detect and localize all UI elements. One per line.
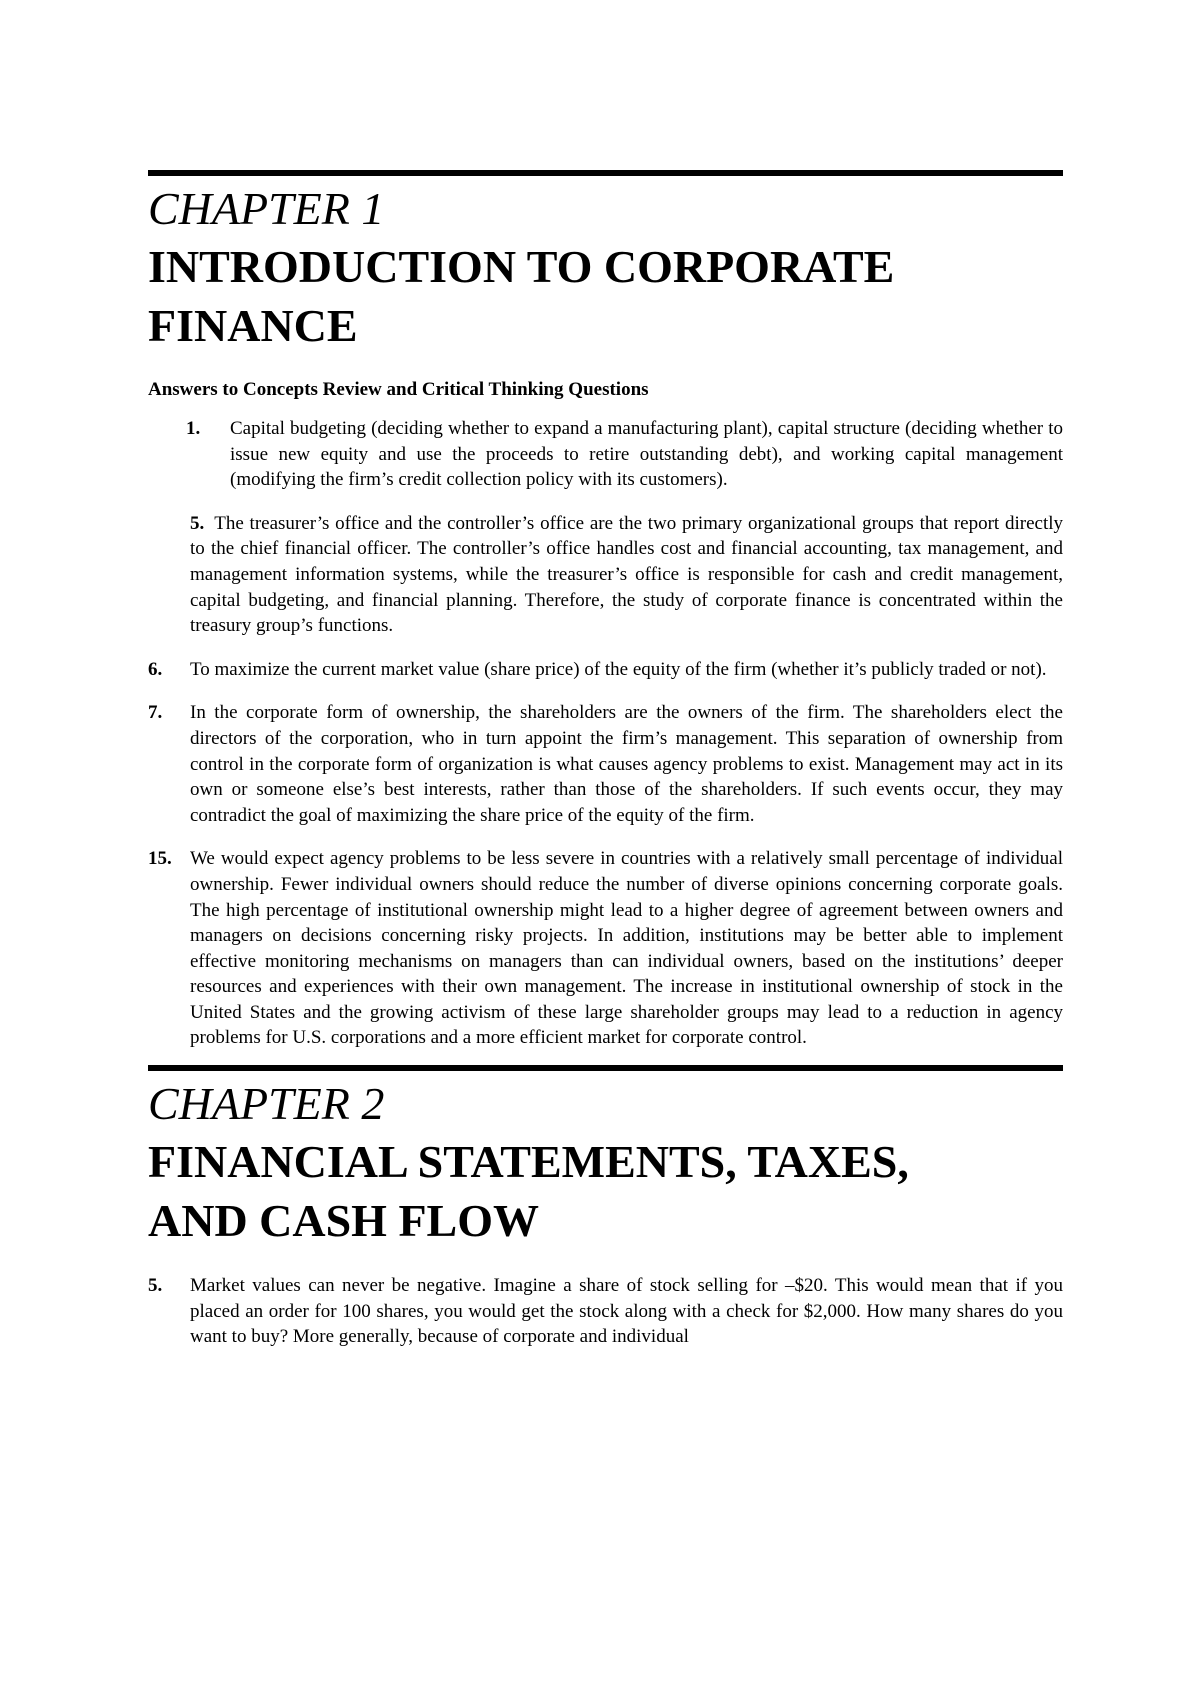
answer-1 xyxy=(148,416,1063,493)
answer-7 xyxy=(148,700,1063,828)
answer-6 xyxy=(148,657,1063,683)
chapter-2-title-line-1: FINANCIAL STATEMENTS, TAXES, xyxy=(148,1136,909,1188)
answer-15 xyxy=(148,846,1063,1051)
answer-5-text: The treasurer’s office and the controller’s office are the two primary organizational groups that report directly to the chief financial officer. The controller’s office handles cost and financial accounting, tax management, and management information systems, while the treasurer’s office is responsible for cash and credit management, capital budgeting, and financial planning. Therefore, the study of corporate finance is concentrated within the treasury group’s functions. xyxy=(190,512,1063,637)
answer-15-number: 15. xyxy=(148,848,172,870)
section-heading: Answers to Concepts Review and Critical Thinking Questions xyxy=(148,379,649,400)
chapter-2-answer-5 xyxy=(148,1273,1063,1350)
answer-6-text: To maximize the current market value (share price) of the equity of the firm (whether it’s publicly traded or not). xyxy=(190,658,1047,680)
chapter-1-title-line-2: FINANCE xyxy=(148,300,358,351)
chapter-1-rule xyxy=(148,170,1063,176)
answer-7-text: In the corporate form of ownership, the shareholders are the owners of the firm. The shareholders elect the directors of the corporation, who in turn appoint the firm’s management. This separation of ownership from control in the corporate form of organization is what causes agency problems to exist. Management may act in its own or someone else’s best interests, rather than those of the shareholders. If such events occur, they may contradict the goal of maximizing the share price of the equity of the firm. xyxy=(190,702,1063,826)
answer-15-text: We would expect agency problems to be less severe in countries with a relatively small percentage of individual ownership. Fewer individual owners should reduce the number of diverse opinions concerning corporate goals. The high percentage of institutional ownership might lead to a higher degree of agreement between owners and managers on decisions concerning risky projects. In addition, institutions may be better able to implement effective monitoring mechanisms on managers than can individual owners, based on the institutions’ deeper resources and experiences with their own management. The increase in institutional ownership of stock in the United States and the growing activism of these large shareholder groups may lead to a reduction in agency problems for U.S. corporations and a more efficient market for corporate control. xyxy=(190,848,1063,1049)
chapter-2-rule xyxy=(148,1065,1063,1071)
chapter-2-answer-5-text: Market values can never be negative. Imagine a share of stock selling for –$20. This would mean that if you placed an order for 100 shares, you would get the stock along with a check for $2,000. How many shares do you want to buy? More generally, because of corporate and individual xyxy=(190,1275,1063,1348)
page-content xyxy=(148,170,1063,1350)
chapter-2-answer-5-number: 5. xyxy=(148,1275,163,1297)
chapter-2-title-line-2: AND CASH FLOW xyxy=(148,1195,540,1247)
chapter-1-number: CHAPTER 1 xyxy=(148,183,385,234)
answer-7-number: 7. xyxy=(148,702,163,724)
chapter-1-title-line-1: INTRODUCTION TO CORPORATE xyxy=(148,241,895,292)
answer-1-number: 1. xyxy=(186,418,201,439)
answer-5-number: 5. xyxy=(190,512,205,534)
answer-6-number: 6. xyxy=(148,658,163,680)
answer-5 xyxy=(148,511,1063,639)
answer-1-text: Capital budgeting (deciding whether to expand a manufacturing plant), capital structure (deciding whether to issue new equity and use the proceeds to retire outstanding debt), and working capital management (modifying the firm’s credit collection policy with its customers). xyxy=(230,418,1063,491)
chapter-2-number: CHAPTER 2 xyxy=(148,1078,385,1130)
